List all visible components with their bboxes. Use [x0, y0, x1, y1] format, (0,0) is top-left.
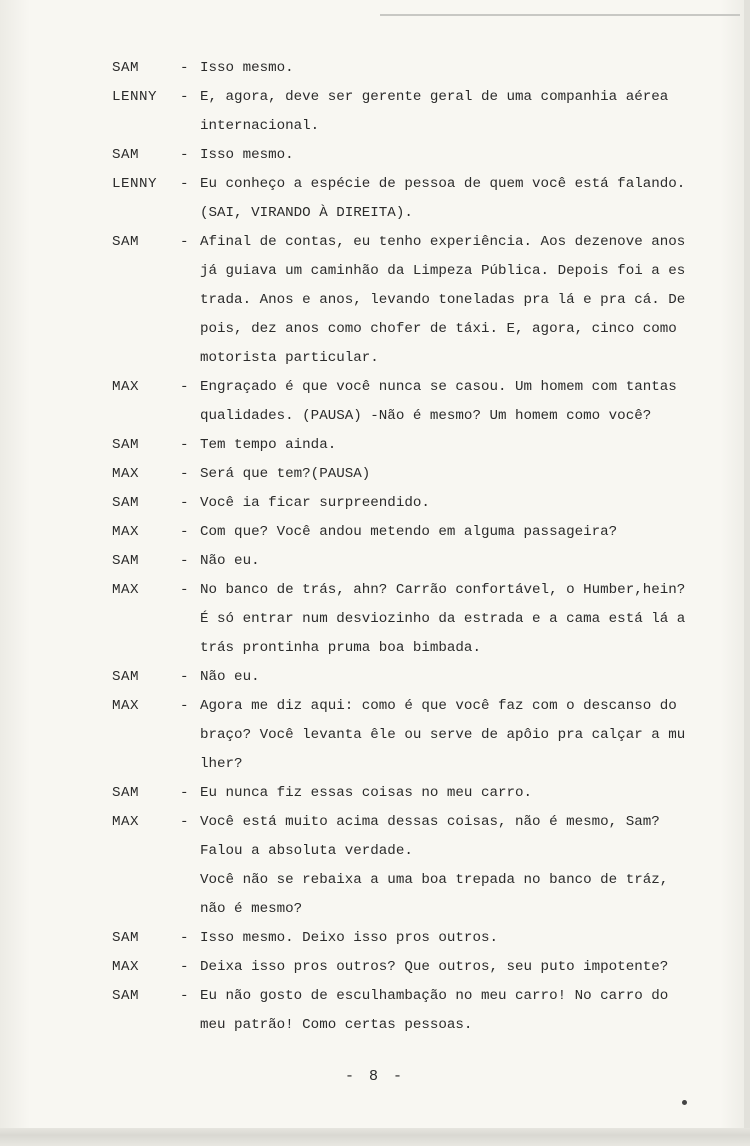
dialogue-line	[0, 373, 750, 402]
dialogue-text: Falou a absoluta verdade.	[200, 843, 413, 859]
speaker-name: MAX	[112, 379, 140, 395]
dialogue-text: E, agora, deve ser gerente geral de uma companhia aérea	[200, 89, 669, 105]
dialogue-text: Tem tempo ainda.	[200, 437, 337, 453]
dialogue-line	[0, 83, 750, 112]
page-number: - 8 -	[344, 1068, 405, 1085]
dialogue-text: já guiava um caminhão da Limpeza Pública. Depois foi a es	[200, 263, 686, 279]
dialogue-text: qualidades. (PAUSA) -Não é mesmo? Um homem como você?	[200, 408, 652, 424]
dialogue-line	[0, 605, 750, 634]
dialogue-text: pois, dez anos como chofer de táxi. E, agora, cinco como	[200, 321, 677, 337]
dialogue-line	[0, 895, 750, 924]
dialogue-text: Eu conheço a espécie de pessoa de quem você está falando.	[200, 176, 686, 192]
dialogue-line	[0, 576, 750, 605]
dialogue-text: Agora me diz aqui: como é que você faz com o descanso do	[200, 698, 677, 714]
speaker-dash: -	[180, 553, 189, 569]
speaker-name: SAM	[112, 60, 140, 76]
dialogue-line	[0, 663, 750, 692]
dialogue-line	[0, 286, 750, 315]
dialogue-text: Com que? Você andou metendo em alguma passageira?	[200, 524, 618, 540]
speaker-dash: -	[180, 495, 189, 511]
dialogue-text: lher?	[200, 756, 243, 772]
speaker-name: MAX	[112, 698, 140, 714]
dialogue-text: internacional.	[200, 118, 320, 134]
dialogue-line	[0, 808, 750, 837]
speaker-name: LENNY	[112, 176, 158, 192]
dialogue-text: Isso mesmo.	[200, 147, 294, 163]
dialogue-line	[0, 953, 750, 982]
dialogue-text: trás prontinha pruma boa bimbada.	[200, 640, 481, 656]
dialogue-text: Não eu.	[200, 669, 260, 685]
dialogue-line	[0, 750, 750, 779]
speaker-dash: -	[180, 437, 189, 453]
dialogue-text: Deixa isso pros outros? Que outros, seu puto impotente?	[200, 959, 669, 975]
speaker-dash: -	[180, 379, 189, 395]
dialogue-line	[0, 721, 750, 750]
dialogue-text: Engraçado é que você nunca se casou. Um homem com tantas	[200, 379, 677, 395]
dialogue-line	[0, 518, 750, 547]
dialogue-line	[0, 489, 750, 518]
dialogue-text: No banco de trás, ahn? Carrão confortável, o Humber,hein?	[200, 582, 686, 598]
speaker-name: SAM	[112, 669, 140, 685]
speaker-dash: -	[180, 698, 189, 714]
dialogue-line	[0, 924, 750, 953]
speaker-dash: -	[180, 89, 189, 105]
speaker-dash: -	[180, 814, 189, 830]
speaker-dash: -	[180, 147, 189, 163]
dialogue-text: Será que tem?(PAUSA)	[200, 466, 371, 482]
speaker-name: MAX	[112, 959, 140, 975]
speaker-dash: -	[180, 785, 189, 801]
dialogue-text: Eu não gosto de esculhambação no meu carro! No carro do	[200, 988, 669, 1004]
dialogue-text: É só entrar num desviozinho da estrada e a cama está lá a	[200, 611, 686, 627]
speaker-name: MAX	[112, 814, 140, 830]
dialogue-text: trada. Anos e anos, levando toneladas pra lá e pra cá. De	[200, 292, 686, 308]
dialogue-text: braço? Você levanta êle ou serve de apôio pra calçar a mu	[200, 727, 686, 743]
dialogue-text: Você está muito acima dessas coisas, não é mesmo, Sam?	[200, 814, 660, 830]
script-dialogue	[0, 54, 750, 1040]
speaker-name: MAX	[112, 524, 140, 540]
dialogue-text: Você ia ficar surpreendido.	[200, 495, 430, 511]
dialogue-line	[0, 460, 750, 489]
dialogue-line	[0, 431, 750, 460]
dialogue-line	[0, 547, 750, 576]
speaker-name: SAM	[112, 495, 140, 511]
dialogue-line	[0, 634, 750, 663]
speaker-dash: -	[180, 988, 189, 1004]
dialogue-text: Isso mesmo. Deixo isso pros outros.	[200, 930, 498, 946]
dialogue-line	[0, 837, 750, 866]
dialogue-line	[0, 344, 750, 373]
dialogue-line	[0, 141, 750, 170]
speaker-dash: -	[180, 176, 189, 192]
dialogue-line	[0, 315, 750, 344]
dialogue-text: Não eu.	[200, 553, 260, 569]
dialogue-line	[0, 54, 750, 83]
dialogue-line	[0, 112, 750, 141]
speaker-name: LENNY	[112, 89, 158, 105]
speaker-name: SAM	[112, 988, 140, 1004]
speaker-name: SAM	[112, 785, 140, 801]
speaker-name: MAX	[112, 466, 140, 482]
dialogue-line	[0, 1011, 750, 1040]
dialogue-text: Afinal de contas, eu tenho experiência. Aos dezenove anos	[200, 234, 686, 250]
dialogue-line	[0, 257, 750, 286]
dialogue-line	[0, 199, 750, 228]
speaker-name: SAM	[112, 234, 140, 250]
dialogue-text: Você não se rebaixa a uma boa trepada no banco de tráz,	[200, 872, 669, 888]
speaker-dash: -	[180, 524, 189, 540]
speaker-dash: -	[180, 582, 189, 598]
dialogue-text: meu patrão! Como certas pessoas.	[200, 1017, 473, 1033]
dialogue-text: Eu nunca fiz essas coisas no meu carro.	[200, 785, 533, 801]
dialogue-text: (SAI, VIRANDO À DIREITA).	[200, 205, 413, 221]
paper-top-edge	[380, 14, 740, 16]
dialogue-text: Isso mesmo.	[200, 60, 294, 76]
speaker-name: SAM	[112, 437, 140, 453]
speaker-name: MAX	[112, 582, 140, 598]
ink-dot	[682, 1100, 687, 1105]
dialogue-line	[0, 866, 750, 895]
paper-bottom-edge	[0, 1128, 750, 1146]
dialogue-line	[0, 692, 750, 721]
dialogue-line	[0, 982, 750, 1011]
dialogue-line	[0, 779, 750, 808]
speaker-dash: -	[180, 959, 189, 975]
dialogue-line	[0, 402, 750, 431]
speaker-name: SAM	[112, 930, 140, 946]
speaker-dash: -	[180, 60, 189, 76]
dialogue-line	[0, 170, 750, 199]
speaker-dash: -	[180, 466, 189, 482]
speaker-name: SAM	[112, 553, 140, 569]
dialogue-line	[0, 228, 750, 257]
dialogue-text: não é mesmo?	[200, 901, 303, 917]
speaker-dash: -	[180, 234, 189, 250]
speaker-dash: -	[180, 669, 189, 685]
dialogue-text: motorista particular.	[200, 350, 379, 366]
speaker-dash: -	[180, 930, 189, 946]
speaker-name: SAM	[112, 147, 140, 163]
